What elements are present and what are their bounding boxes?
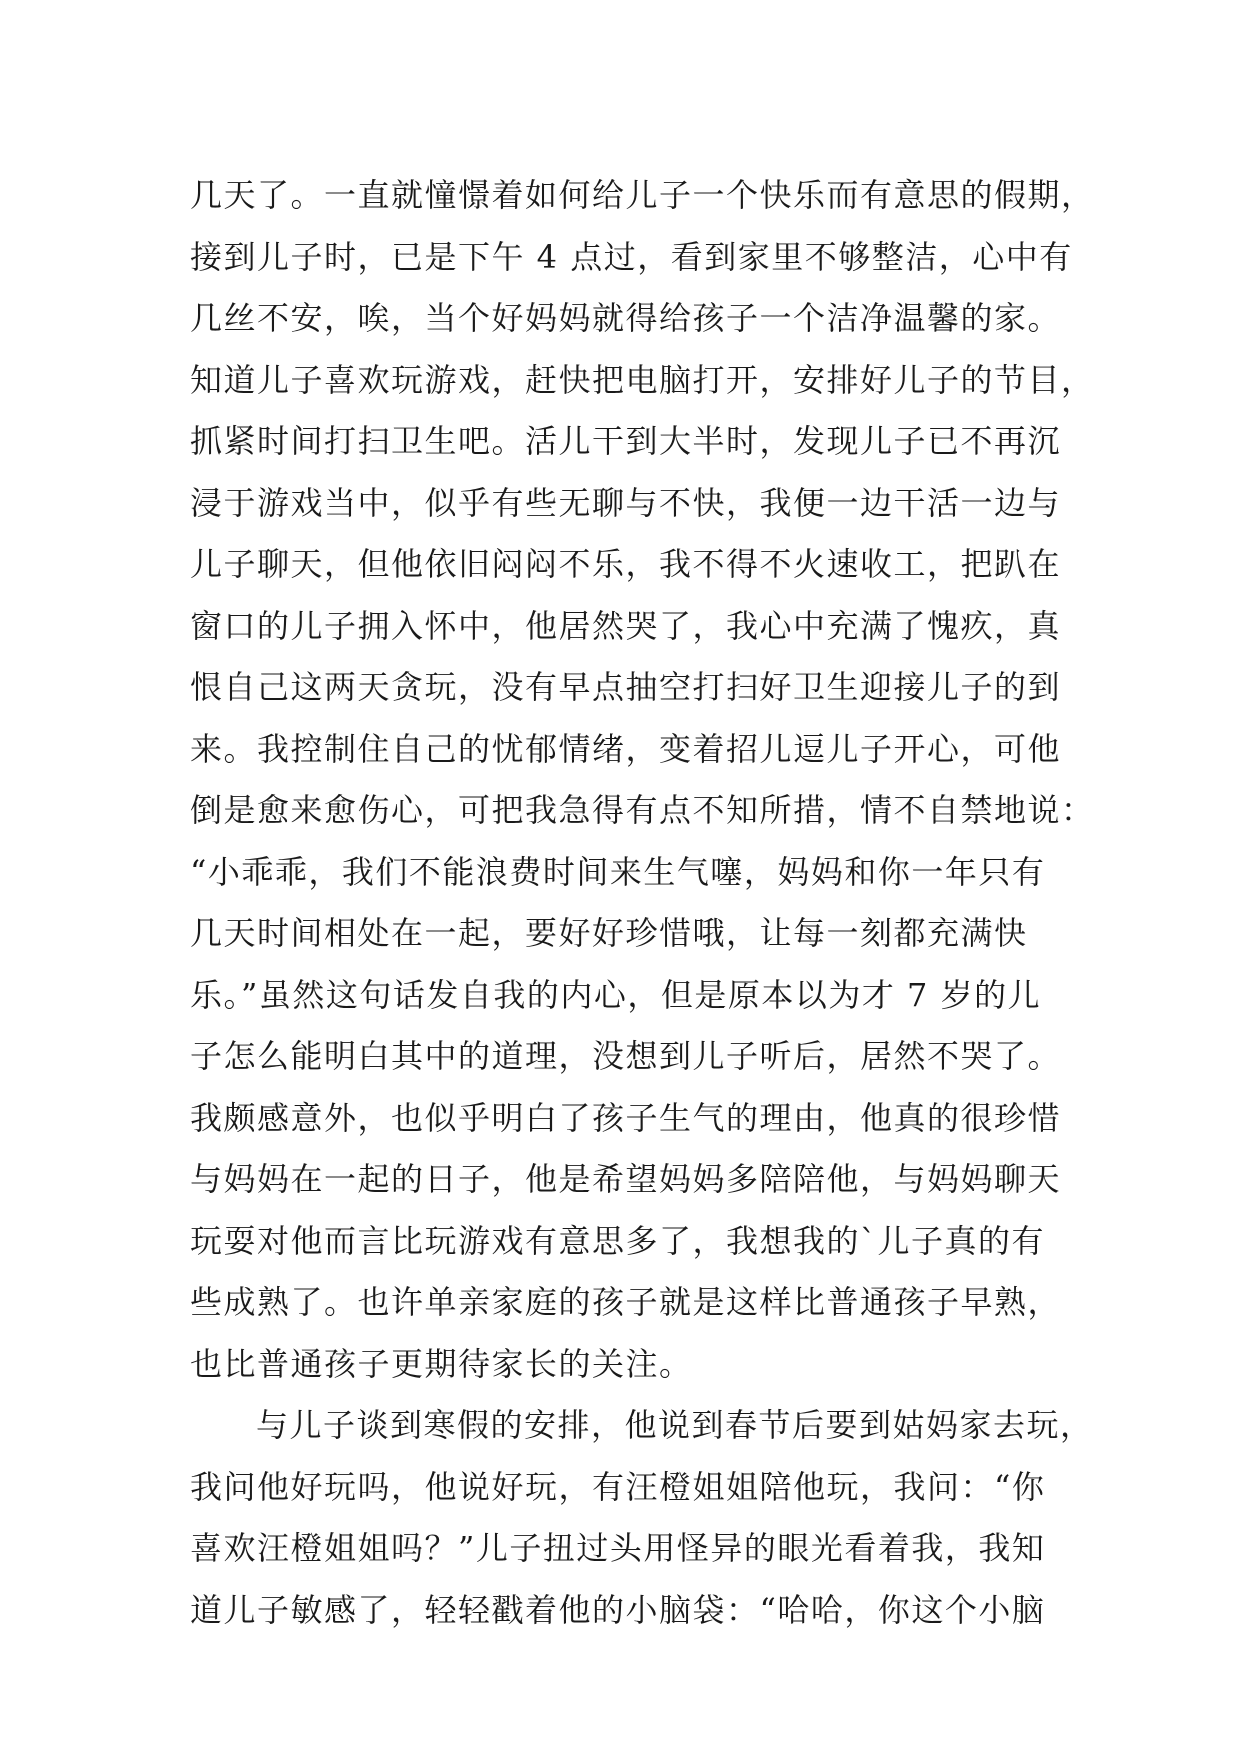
text-line: 道儿子敏感了，轻轻戳着他的小脑袋：“哈哈，你这个小脑 [190,1590,1046,1629]
text-line: 儿子聊天，但他依旧闷闷不乐，我不得不火速收工，把趴在 [190,545,1062,583]
text-line: 喜欢汪橙姐姐吗？”儿子扭过头用怪异的眼光看着我，我知 [190,1529,1046,1567]
text-line: 玩耍对他而言比玩游戏有意思多了，我想我的`儿子真的有 [190,1221,1046,1260]
paragraph-start-line: 与儿子谈到寒假的安排，他说到春节后要到姑妈家去玩， [256,1406,1094,1444]
text-line: 知道儿子喜欢玩游戏，赶快把电脑打开，安排好儿子的节目， [190,360,1095,399]
text-line: 来。我控制住自己的忧郁情绪，变着招儿逗儿子开心，可他 [190,729,1062,768]
text-line: 接到儿子时，已是下午 4 点过，看到家里不够整洁，心中有 [190,237,1073,276]
text-line: 子怎么能明白其中的道理，没想到儿子听后，居然不哭了。 [190,1037,1062,1075]
text-line: 与妈妈在一起的日子，他是希望妈妈多陪陪他，与妈妈聊天 [190,1160,1062,1198]
text-line: 窗口的儿子拥入怀中，他居然哭了，我心中充满了愧疚，真 [190,606,1062,645]
text-line: “小乖乖，我们不能浪费时间来生气噻，妈妈和你一年只有 [190,852,1046,891]
text-line: 恨自己这两天贪玩，没有早点抽空打扫好卫生迎接儿子的到 [190,668,1062,706]
text-line: 几天时间相处在一起，要好好珍惜哦，让每一刻都充满快 [190,914,1028,952]
text-line: 也比普通孩子更期待家长的关注。 [190,1344,693,1383]
text-line: 我颇感意外，也似乎明白了孩子生气的理由，他真的很珍惜 [190,1098,1062,1137]
text-line: 倒是愈来愈伤心，可把我急得有点不知所措，情不自禁地说： [190,791,1095,829]
body-text [190,165,1095,1641]
text-line: 抓紧时间打扫卫生吧。活儿干到大半时，发现儿子已不再沉 [190,422,1062,460]
text-line: 乐。”虽然这句话发自我的内心，但是原本以为才 7 岁的儿 [190,975,1042,1014]
text-line: 几天了。一直就憧憬着如何给儿子一个快乐而有意思的假期， [190,176,1095,214]
text-line: 浸于游戏当中，似乎有些无聊与不快，我便一边干活一边与 [190,483,1062,522]
text-line: 几丝不安，唉，当个好妈妈就得给孩子一个洁净温馨的家。 [190,299,1062,337]
text-line: 我问他好玩吗，他说好玩，有汪橙姐姐陪他玩，我问：“你 [190,1467,1046,1506]
text-line: 些成熟了。也许单亲家庭的孩子就是这样比普通孩子早熟， [190,1283,1062,1321]
